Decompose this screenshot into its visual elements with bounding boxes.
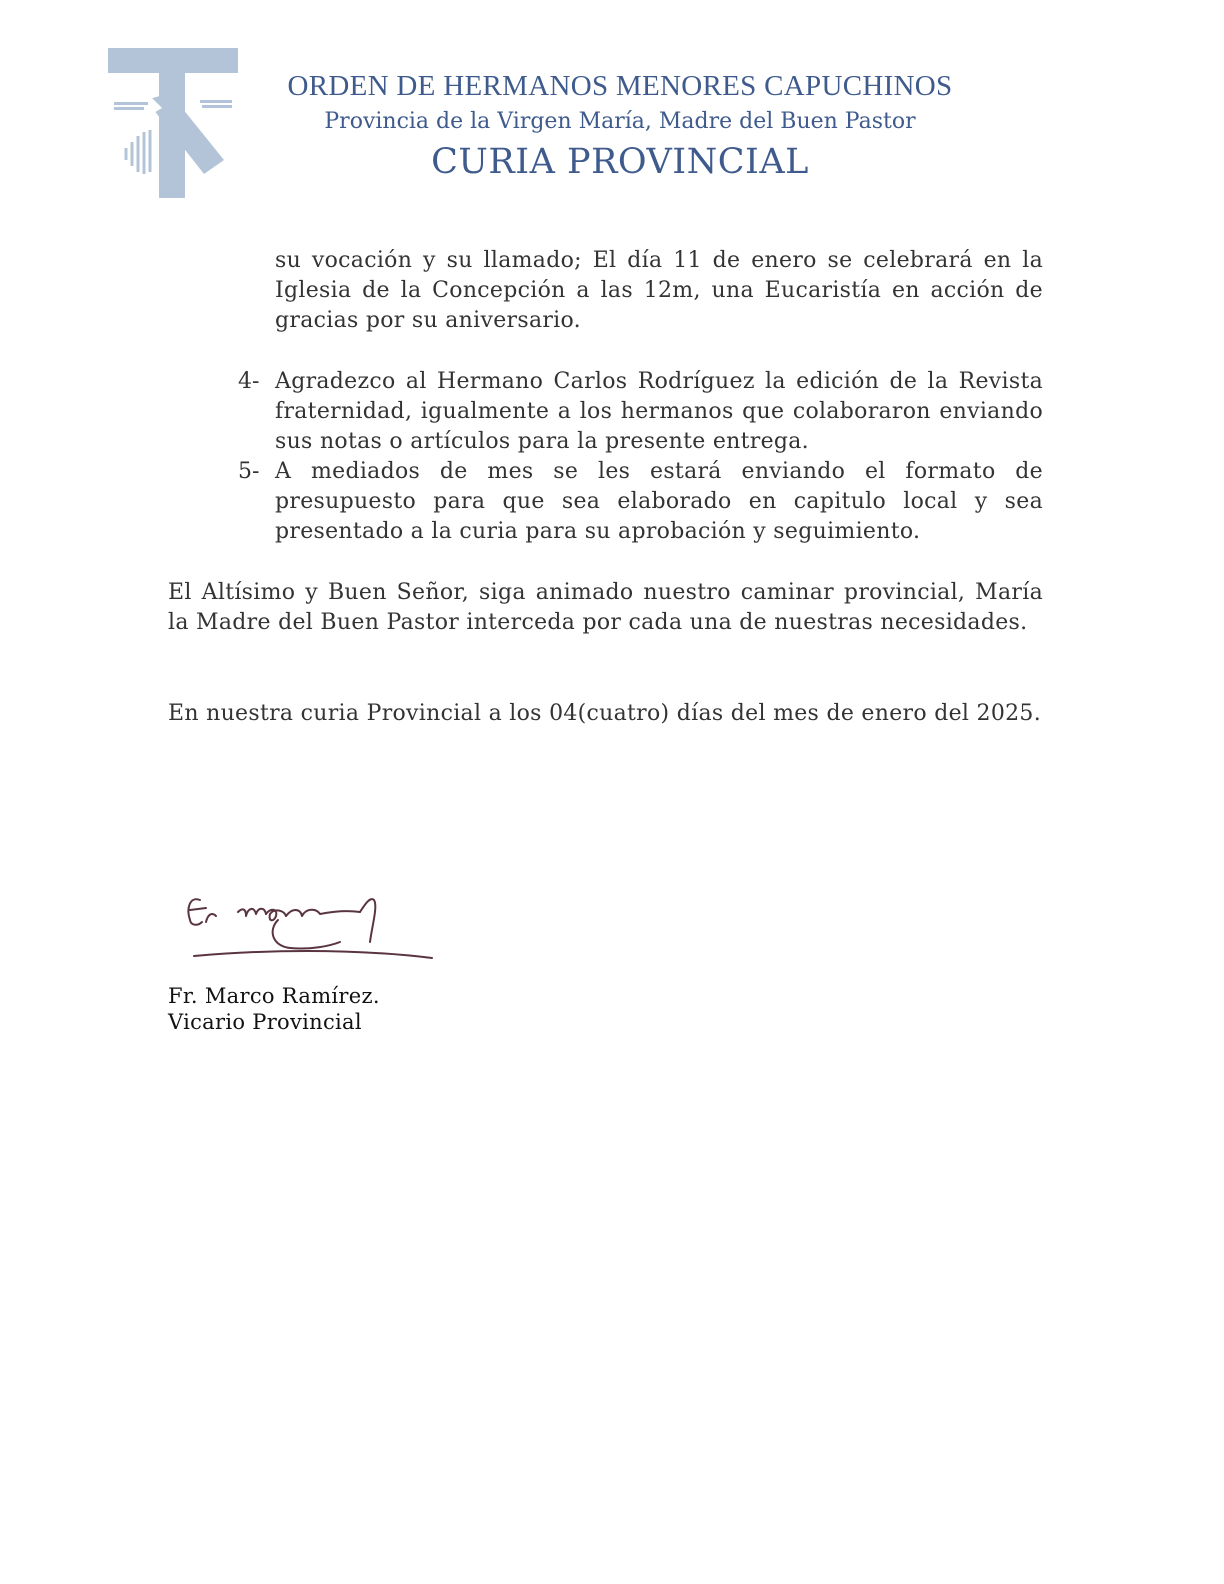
- capuchin-tau-emblem-icon: [108, 48, 240, 198]
- province-name: Provincia de la Virgen María, Madre del Buen Pastor: [324, 109, 916, 134]
- list-item-text: A mediados de mes se les estará enviando el formato de presupuesto para que sea elaborado en capitulo local y sea presentado a la curia para su aprobación y seguimiento.: [275, 459, 1043, 545]
- handwritten-signature-icon: [160, 886, 450, 970]
- list-item-number: 5-: [238, 459, 260, 484]
- signatory-name: Fr. Marco Ramírez.: [168, 984, 380, 1008]
- signatory-title: Vicario Provincial: [168, 1010, 362, 1034]
- curia-title: CURIA PROVINCIAL: [431, 142, 809, 182]
- order-name: ORDEN DE HERMANOS MENORES CAPUCHINOS: [287, 70, 953, 102]
- closing-paragraph: El Altísimo y Buen Señor, siga animado nuestro caminar provincial, María la Madre del Buen Pastor interceda por cada una de nuestras necesidades.: [168, 580, 1043, 636]
- list-item-number: 4-: [238, 369, 260, 394]
- dateline-paragraph: En nuestra curia Provincial a los 04(cuatro) días del mes de enero del 2025.: [168, 701, 1042, 726]
- continuation-paragraph: su vocación y su llamado; El día 11 de enero se celebrará en la Iglesia de la Concepción a las 12m, una Eucaristía en acción de gracias por su aniversario.: [275, 248, 1043, 334]
- list-item-text: Agradezco al Hermano Carlos Rodríguez la edición de la Revista fraternidad, igualmente a los hermanos que colaboraron enviando sus notas o artículos para la presente entrega.: [275, 369, 1043, 455]
